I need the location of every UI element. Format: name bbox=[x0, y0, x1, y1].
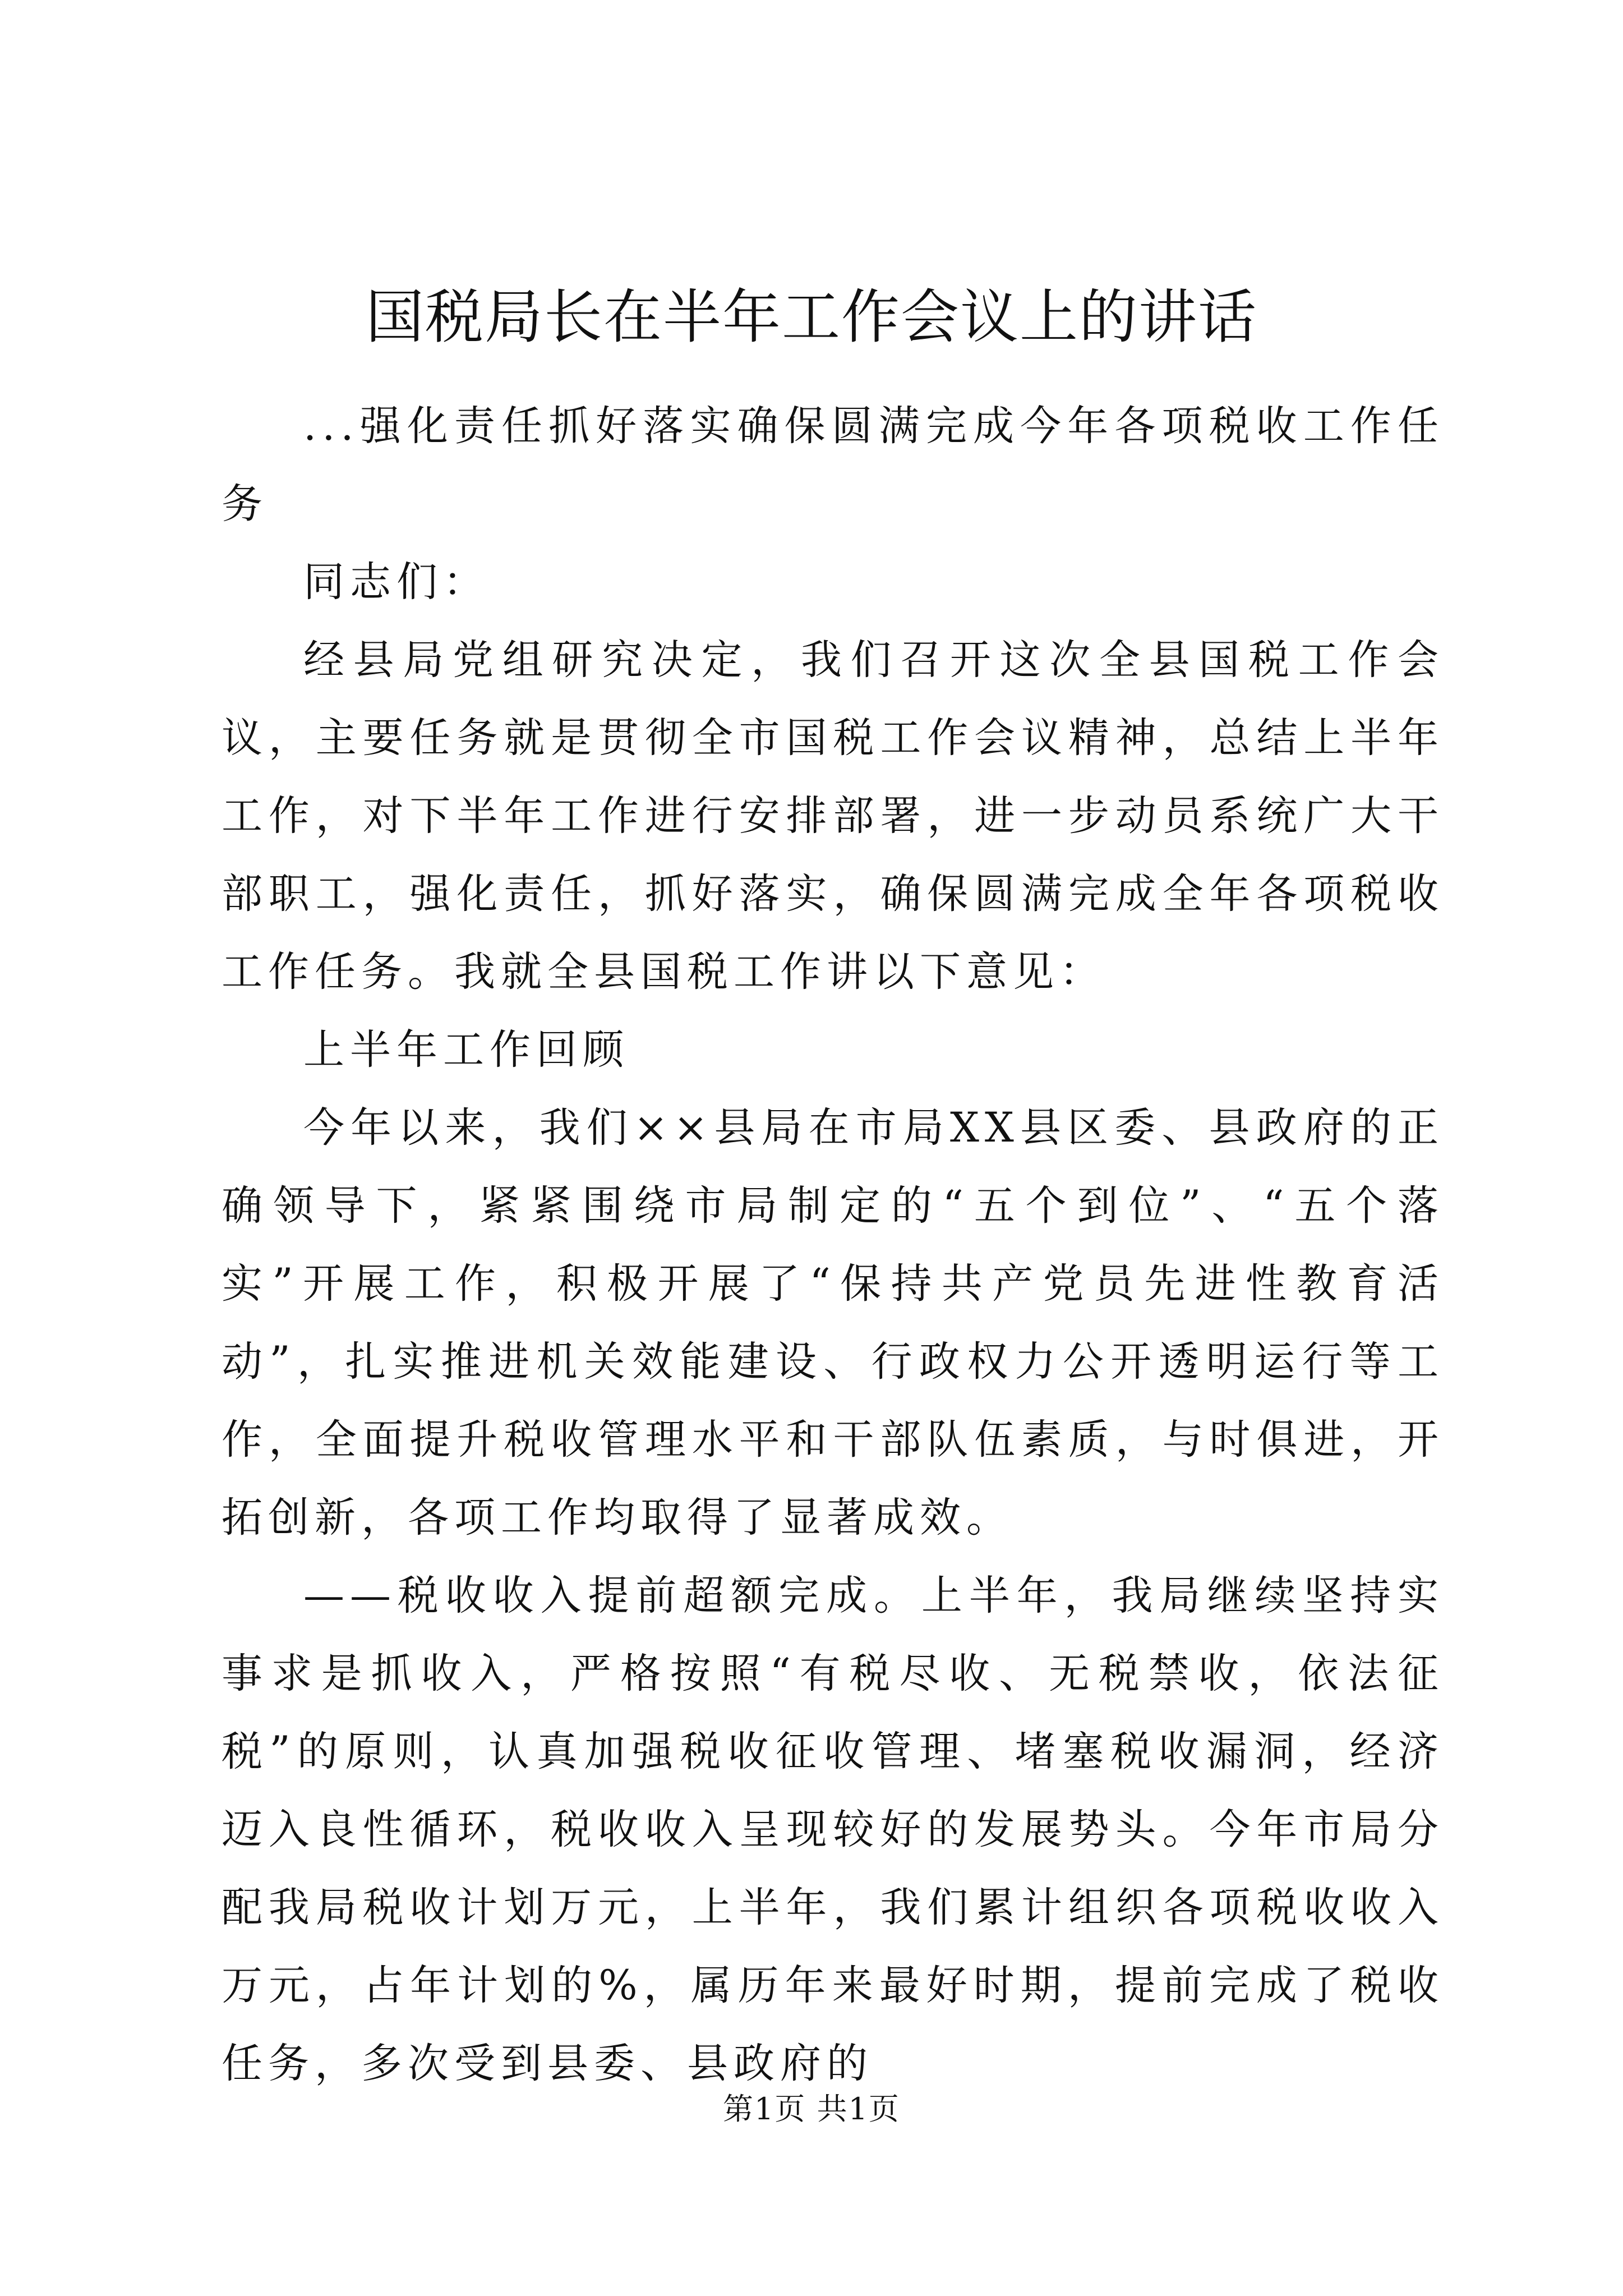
page-footer: 第1页 共1页 bbox=[723, 2091, 900, 2127]
review-paragraph: 今年以来，我们××县局在市局XX县区委、县政府的正确领导下，紧紧围绕市局制定的“五个到位”、“五个落实”开展工作，积极开展了“保持共产党员先进性教育活动”，扎实推进机关效能建设、行政权力公开透明运行等工作，全面提升税收管理水平和干部队伍素质，与时俱进，开拓创新，各项工作均取得了显著成效。 bbox=[222, 1104, 1444, 1542]
intro-paragraph: 经县局党组研究决定，我们召开这次全县国税工作会议，主要任务就是贯彻全市国税工作会议精神，总结上半年工作，对下半年工作进行安排部署，进一步动员系统广大干部职工，强化责任，抓好落实，确保圆满完成全年各项税收工作任务。我就全县国税工作讲以下意见： bbox=[222, 636, 1444, 996]
section-heading: 上半年工作回顾 bbox=[303, 1026, 629, 1074]
tax-revenue-paragraph: ——税收收入提前超额完成。上半年，我局继续坚持实事求是抓收入，严格按照“有税尽收、无税禁收，依法征税”的原则，认真加强税收征收管理、堵塞税收漏洞，经济迈入良性循环，税收收入呈现较好的发展势头。今年市局分配我局税收计划万元，上半年，我们累计组织各项税收收入万元，占年计划的%，属历年来最好时期，提前完成了税收任务，多次受到县委、县政府的 bbox=[222, 1572, 1444, 2087]
document-title: 国税局长在半年工作会议上的讲话 bbox=[365, 283, 1257, 351]
subtitle-paragraph: ...强化责任抓好落实确保圆满完成今年各项税收工作任务 bbox=[222, 402, 1444, 528]
document-body bbox=[222, 387, 1444, 2102]
salutation-paragraph: 同志们： bbox=[303, 558, 490, 606]
